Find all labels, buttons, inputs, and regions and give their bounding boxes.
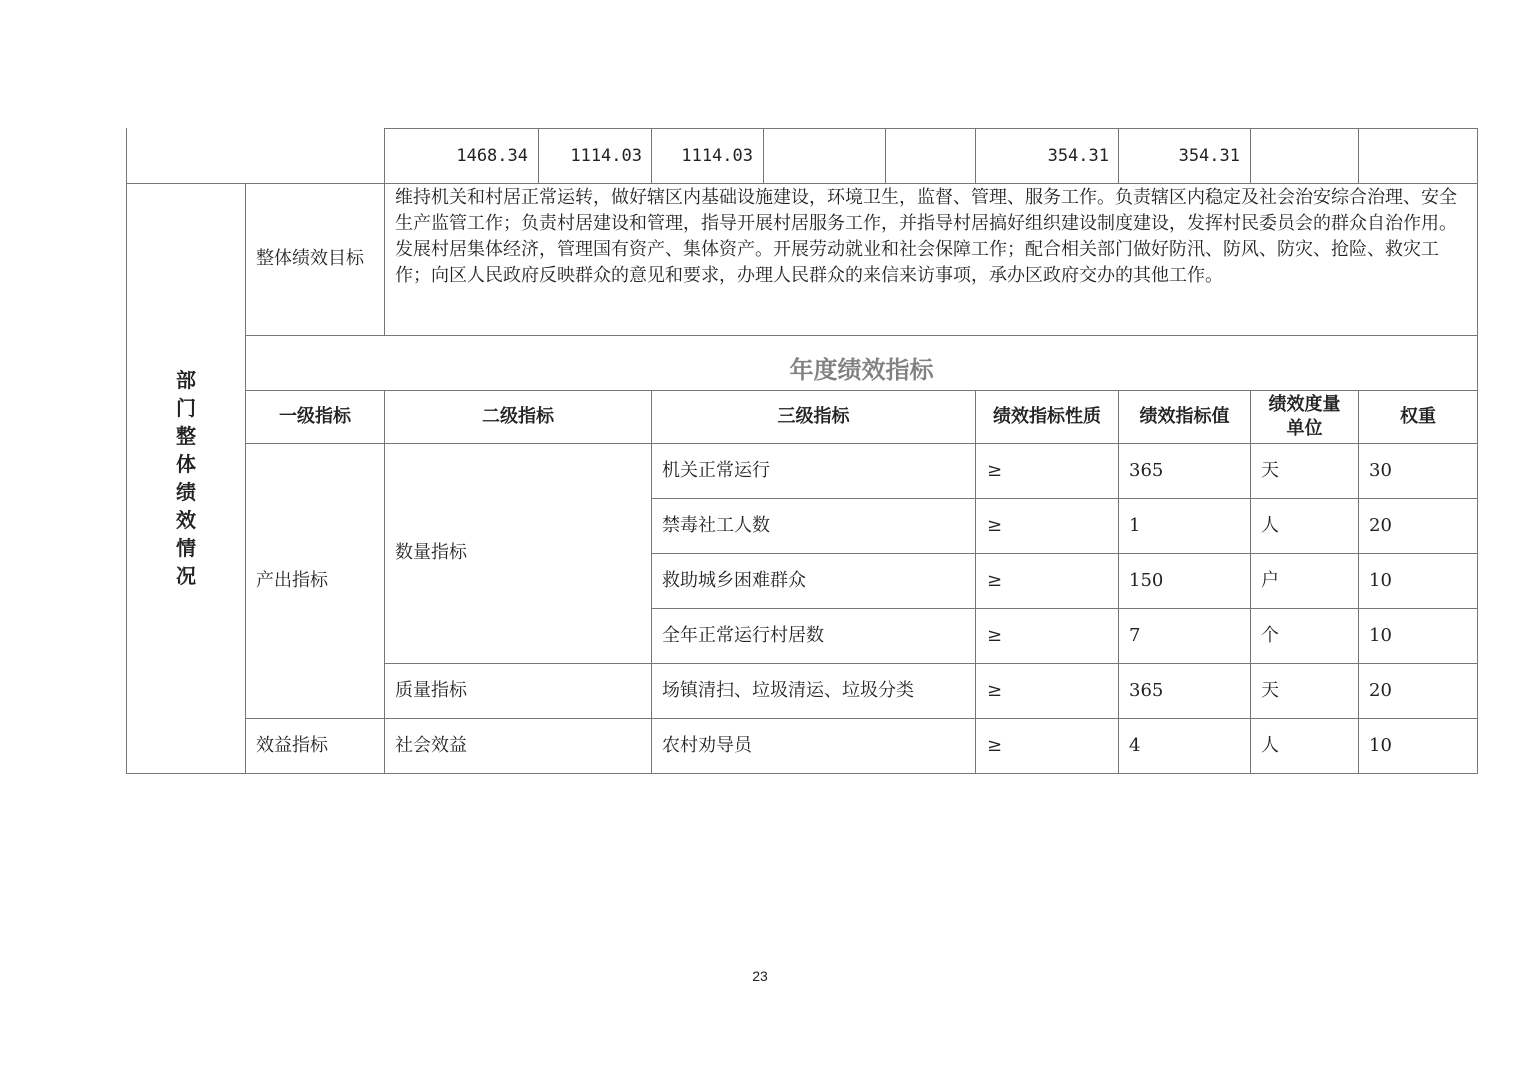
group-social: 社会效益: [395, 735, 467, 756]
indicator-nature: ≥: [987, 460, 1003, 481]
group-benefit: 效益指标: [256, 735, 328, 756]
indicator-weight: 20: [1369, 680, 1392, 701]
indicator-weight: 10: [1369, 625, 1392, 646]
section-title-char: 况: [176, 564, 196, 588]
indicator-value: 365: [1129, 460, 1164, 481]
page-number: 23: [752, 968, 768, 984]
indicator-nature: ≥: [987, 680, 1003, 701]
section-title-char: 效: [176, 508, 196, 532]
indicator-nature: ≥: [987, 735, 1003, 756]
header-weight: 权重: [1400, 406, 1436, 427]
indicator-unit: 天: [1261, 680, 1279, 701]
indicator-nature: ≥: [987, 625, 1003, 646]
header-level2: 二级指标: [482, 406, 554, 427]
indicator-name: 机关正常运行: [662, 460, 770, 481]
indicator-weight: 10: [1369, 735, 1392, 756]
budget-cell-1: 1468.34: [456, 146, 528, 166]
header-nature: 绩效指标性质: [993, 406, 1101, 427]
indicator-nature: ≥: [987, 570, 1003, 591]
indicator-unit: 户: [1261, 570, 1279, 591]
indicator-weight: 20: [1369, 515, 1392, 536]
section-title-char: 情: [176, 536, 196, 560]
header-level3: 三级指标: [777, 406, 850, 427]
indicator-weight: 10: [1369, 570, 1392, 591]
budget-cell-6: 354.31: [1047, 146, 1109, 166]
group-output: 产出指标: [256, 570, 328, 591]
section-title-char: 体: [176, 452, 196, 476]
section-title-char: 部: [176, 368, 196, 392]
indicator-name: 场镇清扫、垃圾清运、垃圾分类: [662, 680, 914, 701]
indicator-unit: 天: [1261, 460, 1279, 481]
budget-cell-2: 1114.03: [570, 146, 642, 166]
group-quantity: 数量指标: [395, 542, 467, 563]
indicator-name: 全年正常运行村居数: [662, 625, 824, 646]
budget-cell-3: 1114.03: [681, 146, 753, 166]
section-title-char: 绩: [176, 480, 196, 504]
indicator-name: 禁毒社工人数: [662, 515, 770, 536]
section-title-char: 整: [176, 424, 196, 448]
indicator-unit: 人: [1261, 515, 1279, 536]
indicator-weight: 30: [1369, 460, 1392, 481]
annual-indicators-title: 年度绩效指标: [789, 356, 934, 384]
indicator-value: 4: [1129, 735, 1141, 756]
section-title-char: 门: [176, 396, 196, 420]
indicator-value: 150: [1129, 570, 1164, 591]
indicator-name: 救助城乡困难群众: [662, 570, 806, 591]
indicator-value: 1: [1129, 515, 1141, 536]
indicator-nature: ≥: [987, 515, 1003, 536]
indicator-unit: 人: [1261, 735, 1279, 756]
header-level1: 一级指标: [279, 406, 351, 427]
header-value: 绩效指标值: [1139, 406, 1230, 427]
budget-cell-7: 354.31: [1178, 146, 1240, 166]
overall-goal-label: 整体绩效目标: [256, 248, 364, 269]
indicator-value: 365: [1129, 680, 1164, 701]
section-title: [126, 366, 246, 590]
header-unit-line2: 单位: [1286, 418, 1323, 439]
header-unit-line1: 绩效度量: [1268, 394, 1341, 415]
indicator-name: 农村劝导员: [662, 735, 752, 756]
overall-goal-text: 维持机关和村居正常运转，做好辖区内基础设施建设，环境卫生，监督、管理、服务工作。负责辖区内稳定及社会治安综合治理、安全生产监管工作；负责村居建设和管理，指导开展村居服务工作，并指导村居搞好组织建设制度建设，发挥村民委员会的群众自治作用。发展村居集体经济，管理国有资产、集体资产。开展劳动就业和社会保障工作；配合相关部门做好防汛、防风、防灾、抢险、救灾工作；向区人民政府反映群众的意见和要求，办理人民群众的来信来访事项，承办区政府交办的其他工作。: [395, 187, 1457, 286]
indicator-value: 7: [1129, 625, 1141, 646]
group-quality: 质量指标: [395, 680, 467, 701]
indicator-unit: 个: [1261, 625, 1279, 646]
